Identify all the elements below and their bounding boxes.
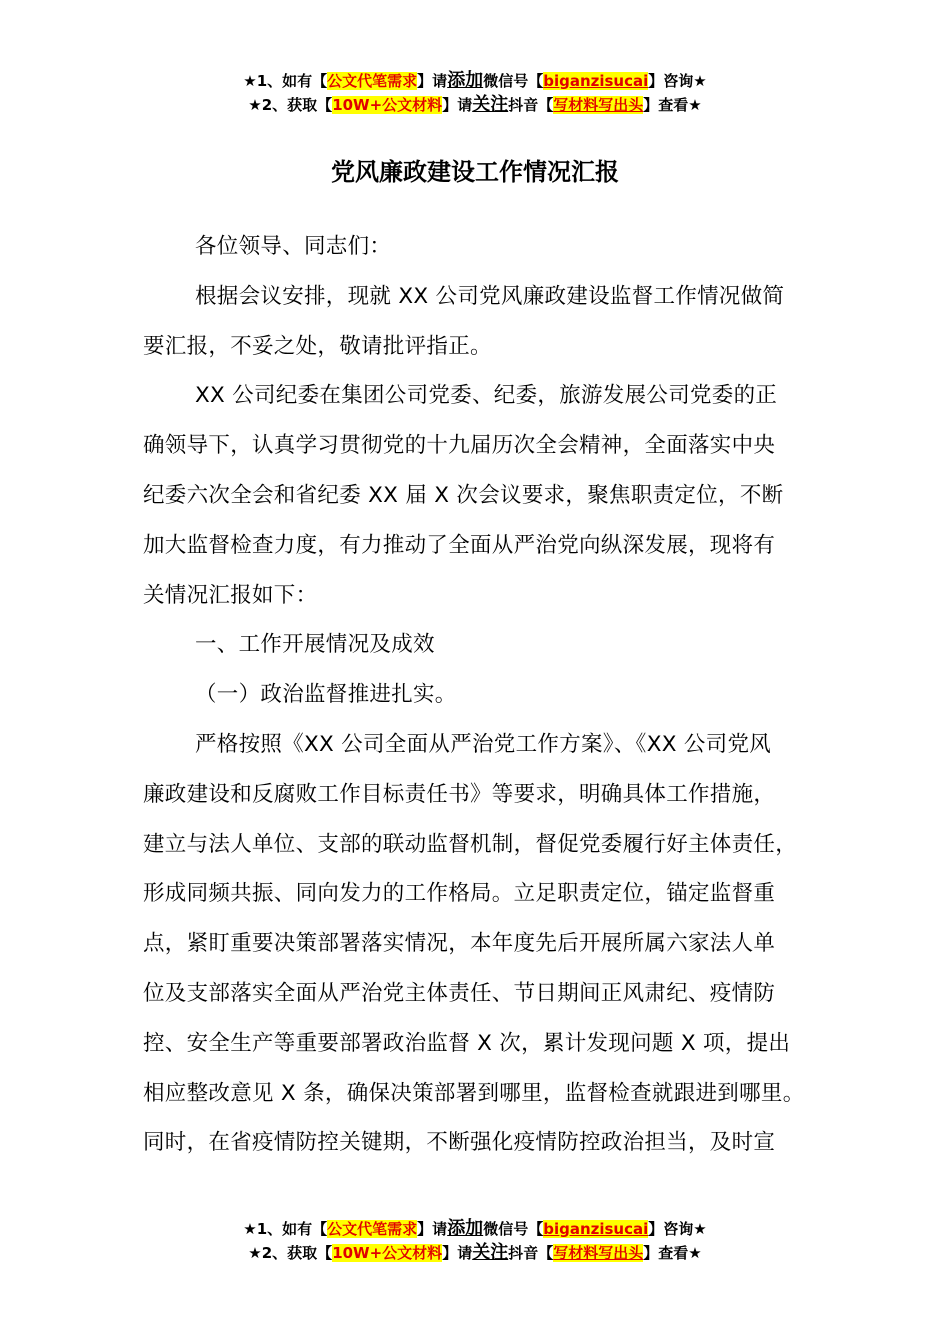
promo-line-1 <box>0 1217 950 1241</box>
highlight: 10W+公文材料 <box>332 96 443 114</box>
text: 】请 <box>417 1220 448 1238</box>
emphasis: 关注 <box>472 94 509 115</box>
highlight: 10W+公文材料 <box>332 1244 443 1262</box>
text: 】请 <box>442 1244 473 1262</box>
text-line: 各位领导、同志们： <box>195 234 392 259</box>
promo-banner-top <box>0 69 950 117</box>
douyin-id: 写材料写出头 <box>553 1244 644 1262</box>
wechat-id: biganzisucai <box>543 72 649 90</box>
text: 微信号【 <box>483 72 544 90</box>
text-line: 建立与法人单位、支部的联动监督机制，督促党委履行好主体责任， <box>143 831 798 857</box>
text: 】咨询★ <box>648 1220 707 1238</box>
text: 】查看★ <box>643 96 702 114</box>
wechat-id: biganzisucai <box>543 1220 649 1238</box>
promo-line-2 <box>0 1241 950 1265</box>
text-line: 一、工作开展情况及成效 <box>195 632 435 658</box>
text: ★1、如有【 <box>243 1220 328 1238</box>
emphasis: 关注 <box>472 1242 509 1263</box>
text: 抖音【 <box>508 1244 554 1262</box>
text: ★2、获取【 <box>248 1244 333 1262</box>
text-line: 加大监督检查力度，有力推动了全面从严治党向纵深发展，现将有 <box>143 532 776 558</box>
text: ★1、如有【 <box>243 72 328 90</box>
text-line: 相应整改意见 X 条，确保决策部署到哪里，监督检查就跟进到哪里。 <box>143 1080 805 1106</box>
douyin-id: 写材料写出头 <box>553 96 644 114</box>
text-line: 确领导下，认真学习贯彻党的十九届历次全会精神，全面落实中央 <box>143 433 776 459</box>
emphasis: 添加 <box>447 1218 484 1239</box>
text-line: （一）政治监督推进扎实。 <box>195 682 457 708</box>
text: 】咨询★ <box>648 72 707 90</box>
document-title: 党风廉政建设工作情况汇报 <box>331 158 619 186</box>
text: 抖音【 <box>508 96 554 114</box>
highlight: 公文代笔需求 <box>327 1220 418 1238</box>
text: 】请 <box>417 72 448 90</box>
promo-banner-bottom <box>0 1217 950 1265</box>
text: 】查看★ <box>643 1244 702 1262</box>
text-line: 廉政建设和反腐败工作目标责任书》等要求，明确具体工作措施， <box>143 781 776 807</box>
text-line: 根据会议安排，现就 XX 公司党风廉政建设监督工作情况做简 <box>195 283 785 309</box>
text-line: 位及支部落实全面从严治党主体责任、节日期间正风肃纪、疫情防 <box>143 980 776 1006</box>
text-line: 控、安全生产等重要部署政治监督 X 次，累计发现问题 X 项，提出 <box>143 1030 791 1056</box>
text-line: XX 公司纪委在集团公司党委、纪委，旅游发展公司党委的正 <box>195 383 778 409</box>
text: ★2、获取【 <box>248 96 333 114</box>
emphasis: 添加 <box>447 70 484 91</box>
text-line: 关情况汇报如下： <box>143 582 318 608</box>
text-line: 纪委六次全会和省纪委 XX 届 X 次会议要求，聚焦职责定位，不断 <box>143 482 784 508</box>
text: 微信号【 <box>483 1220 544 1238</box>
text-line: 形成同频共振、同向发力的工作格局。立足职责定位，锚定监督重 <box>143 881 776 907</box>
text-line: 严格按照《XX 公司全面从严治党工作方案》、《XX 公司党风 <box>195 731 772 757</box>
highlight: 公文代笔需求 <box>327 72 418 90</box>
promo-line-1 <box>0 69 950 93</box>
text-line: 点，紧盯重要决策部署落实情况，本年度先后开展所属六家法人单 <box>143 931 776 957</box>
text-line: 同时，在省疫情防控关键期，不断强化疫情防控政治担当，及时宣 <box>143 1130 776 1156</box>
text: 】请 <box>442 96 473 114</box>
document-body <box>143 222 813 1168</box>
promo-line-2 <box>0 93 950 117</box>
text-line: 要汇报，不妥之处，敬请批评指正。 <box>143 333 492 359</box>
